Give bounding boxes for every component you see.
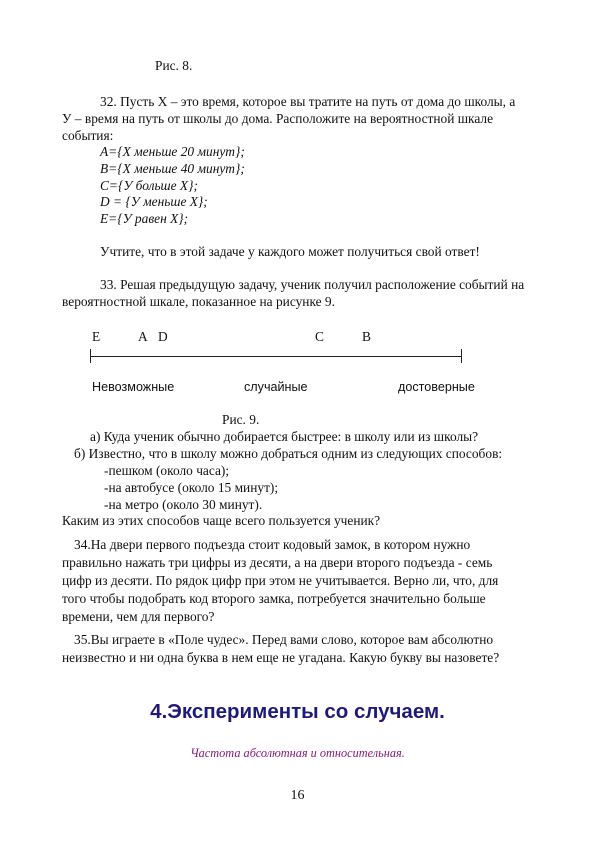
task32-note: Учтите, что в этой задаче у каждого может получиться свой ответ! [100, 244, 480, 259]
event-d: D = {У меньше X}; [100, 194, 208, 209]
event-a: A={X меньше 20 минут}; [100, 144, 245, 159]
task34-line2: правильно нажать три цифры из десяти, а на двери второго подъезда - семь [62, 555, 493, 570]
way-bus: -на автобусе (около 15 минут); [104, 480, 279, 495]
task32-line2: У – время на путь от школы до дома. Расположите на вероятностной шкале [62, 111, 494, 126]
fig9-caption: Рис. 9. [222, 412, 260, 427]
question-a: а) Куда ученик обычно добирается быстрее: в школу или из школы? [90, 429, 479, 444]
task34-line5: времени, чем для первого? [62, 609, 215, 624]
task32-line3: события: [62, 128, 114, 143]
task34-line3: цифр из десяти. По рядок цифр при этом не учитывается. Верно ли, что, для [62, 573, 499, 588]
task32-line1: 32. Пусть X – это время, которое вы тратите на путь от дома до школы, а [100, 94, 516, 109]
event-c: C={У больше X}; [100, 178, 198, 193]
scale-label-a: A [138, 329, 148, 344]
scale-tick-right [461, 349, 462, 363]
scale-label-c: C [315, 329, 324, 344]
section-subheading: Частота абсолютная и относительная. [190, 746, 405, 760]
scale-end-random: случайные [244, 380, 308, 394]
task34-line1: 34.На двери первого подъезда стоит кодовый замок, в котором нужно [74, 537, 471, 552]
scale-label-e: E [92, 329, 101, 344]
task33-line1: 33. Решая предыдущую задачу, ученик получил расположение событий на [100, 277, 525, 292]
task33-line2: вероятностной шкале, показанное на рисунке 9. [62, 294, 335, 309]
section-heading: 4.Эксперименты со случаем. [150, 700, 445, 723]
page-number: 16 [290, 788, 305, 803]
task35-line1: 35.Вы играете в «Поле чудес». Перед вами слово, которое вам абсолютно [74, 632, 494, 647]
question-final: Каким из этих способов чаще всего пользуется ученик? [62, 513, 381, 528]
probability-scale-line [90, 356, 462, 357]
scale-end-impossible: Невозможные [92, 380, 175, 394]
way-walk: -пешком (около часа); [104, 463, 230, 478]
scale-tick-left [90, 349, 91, 363]
task34-line4: того чтобы подобрать код второго замка, потребуется значительно больше [62, 591, 486, 606]
event-e: E={У равен X}; [100, 211, 189, 226]
fig8-caption: Рис. 8. [155, 58, 193, 73]
scale-end-certain: достоверные [398, 380, 475, 394]
question-b: б) Известно, что в школу можно добраться одним из следующих способов: [74, 446, 503, 461]
scale-label-d: D [158, 329, 168, 344]
way-metro: -на метро (около 30 минут). [104, 497, 263, 512]
event-b: B={X меньше 40 минут}; [100, 161, 245, 176]
scale-label-b: B [362, 329, 371, 344]
task35-line2: неизвестно и ни одна буква в нем еще не угадана. Какую букву вы назовете? [62, 650, 500, 665]
